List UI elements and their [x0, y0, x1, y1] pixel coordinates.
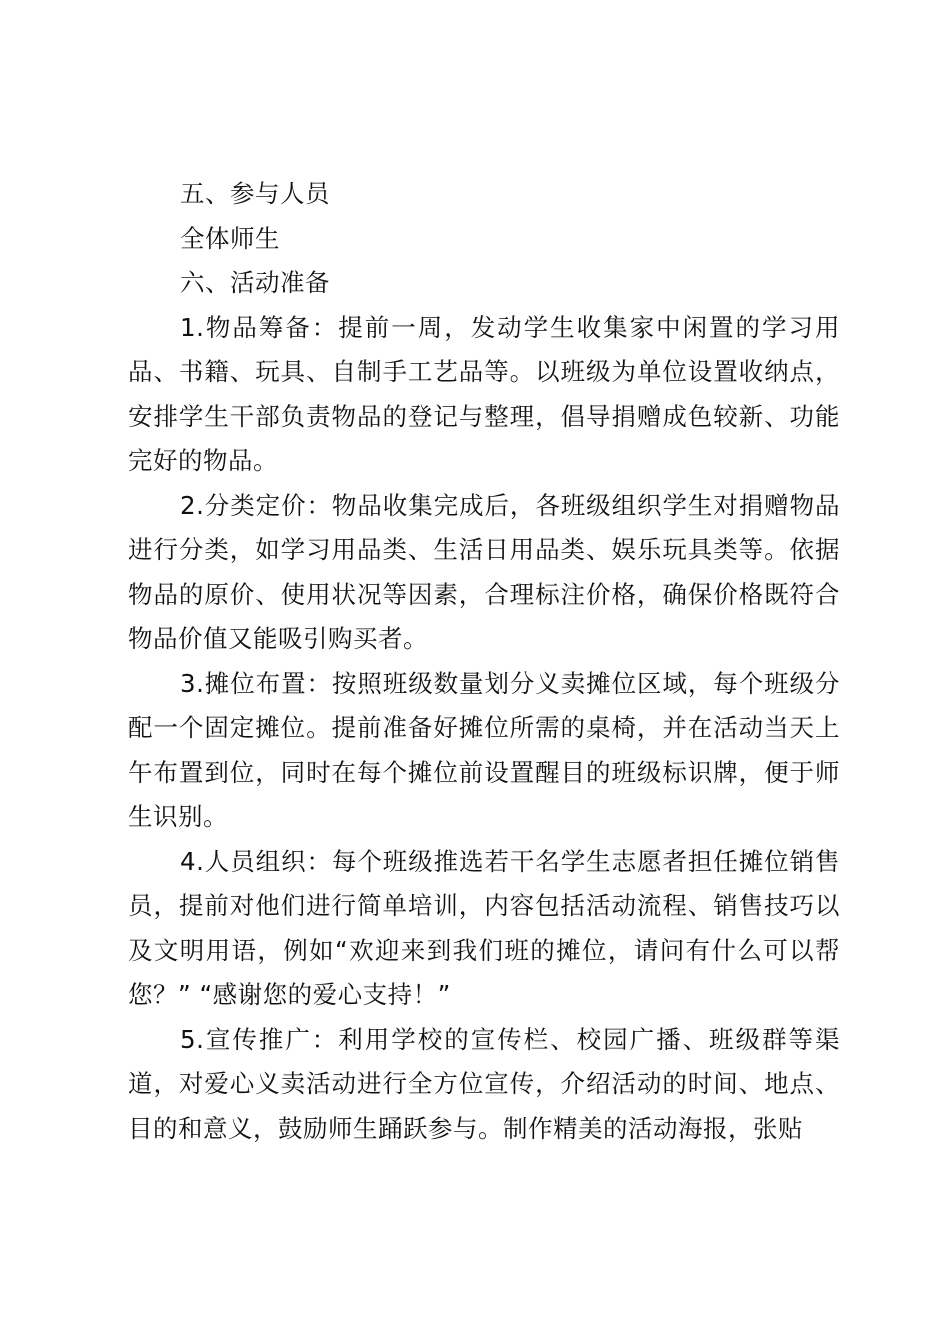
paragraph-promotion: 5.宣传推广：利用学校的宣传栏、校园广播、班级群等渠道，对爱心义卖活动进行全方位宣传，介绍活动的时间、地点、目的和意义，鼓励师生踊跃参与。制作精美的活动海报，张贴 [128, 1024, 840, 1143]
document-body [128, 172, 840, 1151]
section-heading-participants: 五、参与人员 [180, 179, 330, 208]
paragraph-staff-organization: 4.人员组织：每个班级推选若干名学生志愿者担任摊位销售员，提前对他们进行简单培训，内容包括活动流程、销售技巧以及文明用语，例如“欢迎来到我们班的摊位，请问有什么可以帮您？” “感谢您的爱心支持！” [128, 846, 840, 1009]
paragraph-booth-layout: 3.摊位布置：按照班级数量划分义卖摊位区域，每个班级分配一个固定摊位。提前准备好摊位所需的桌椅，并在活动当天上午布置到位，同时在每个摊位前设置醒目的班级标识牌，便于师生识别。 [128, 668, 840, 831]
section-heading-preparation: 六、活动准备 [180, 268, 330, 297]
paragraph-classification-pricing: 2.分类定价：物品收集完成后，各班级组织学生对捐赠物品进行分类，如学习用品类、生活日用品类、娱乐玩具类等。依据物品的原价、使用状况等因素，合理标注价格，确保价格既符合物品价值又能吸引购买者。 [128, 490, 840, 653]
participants-text: 全体师生 [180, 223, 280, 253]
paragraph-item-preparation: 1.物品筹备：提前一周，发动学生收集家中闲置的学习用品、书籍、玩具、自制手工艺品等。以班级为单位设置收纳点，安排学生干部负责物品的登记与整理，倡导捐赠成色较新、功能完好的物品。 [128, 312, 840, 475]
